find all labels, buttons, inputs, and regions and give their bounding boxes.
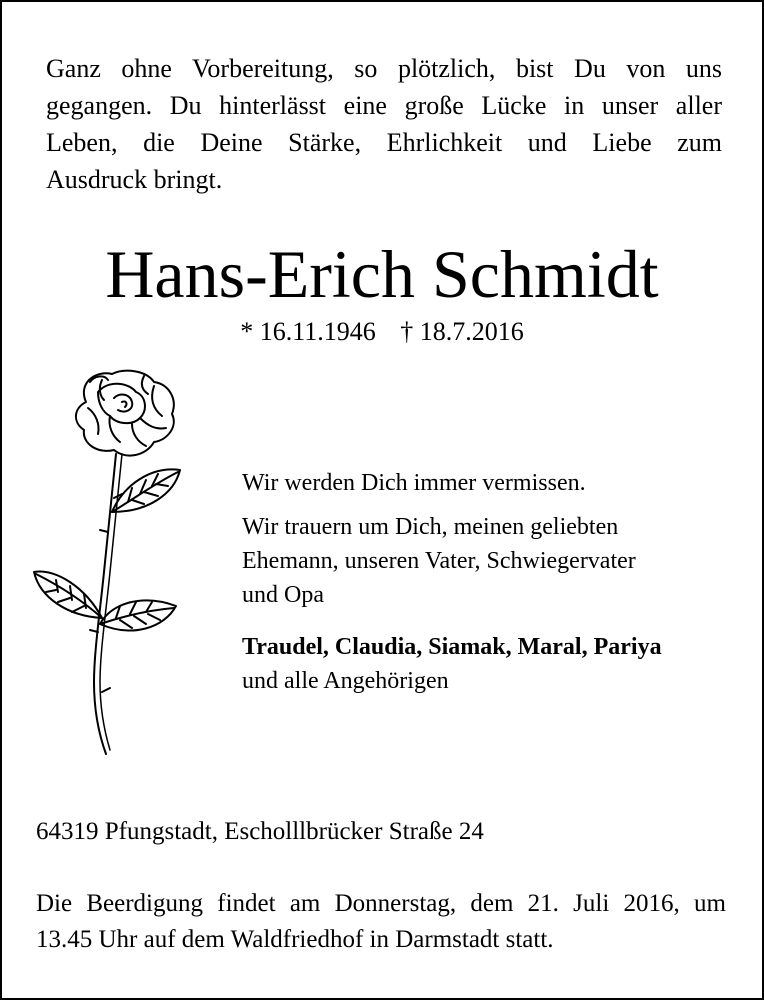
- intro-line: Ganz ohne Vorbereitung, so plötzlich, bist Du von uns: [46, 54, 722, 83]
- mourning-text: [242, 466, 742, 698]
- mourning-line: Wir trauern um Dich, meinen geliebten: [242, 514, 619, 540]
- intro-line: gegangen. Du hinterlässt eine große Lücke in unser aller: [46, 91, 722, 120]
- funeral-line: 13.45 Uhr auf dem Waldfriedhof in Darmstadt statt.: [36, 926, 554, 953]
- rose-leaf: [34, 571, 102, 618]
- intro-line: Ausdruck bringt.: [46, 165, 223, 194]
- rose-stem: [94, 454, 116, 754]
- birth-date: * 16.11.1946: [240, 317, 376, 346]
- address: 64319 Pfungstadt, Escholllbrücker Straße 24: [36, 818, 484, 845]
- family-names: Traudel, Claudia, Siamak, Maral, Pariya: [242, 634, 662, 660]
- deceased-name: Hans-Erich Schmidt: [105, 236, 659, 312]
- intro-text: [46, 50, 722, 198]
- mourning-line: Wir werden Dich immer vermissen.: [242, 470, 586, 496]
- death-date: † 18.7.2016: [400, 317, 524, 346]
- life-dates: [2, 314, 762, 350]
- mourning-line: und Opa: [242, 582, 324, 608]
- rose-illustration: [28, 362, 198, 762]
- funeral-line: Die Beerdigung findet am Donnerstag, dem 21. Juli 2016, um: [36, 890, 726, 917]
- relatives-line: und alle Angehörigen: [242, 668, 449, 694]
- rose-leaf: [112, 469, 180, 512]
- mourning-line: Ehemann, unseren Vater, Schwiegervater: [242, 548, 636, 574]
- funeral-info: [36, 886, 726, 958]
- rose-leaf: [100, 600, 176, 630]
- intro-line: Leben, die Deine Stärke, Ehrlichkeit und Liebe zum: [46, 128, 722, 157]
- rose-bloom: [76, 371, 174, 456]
